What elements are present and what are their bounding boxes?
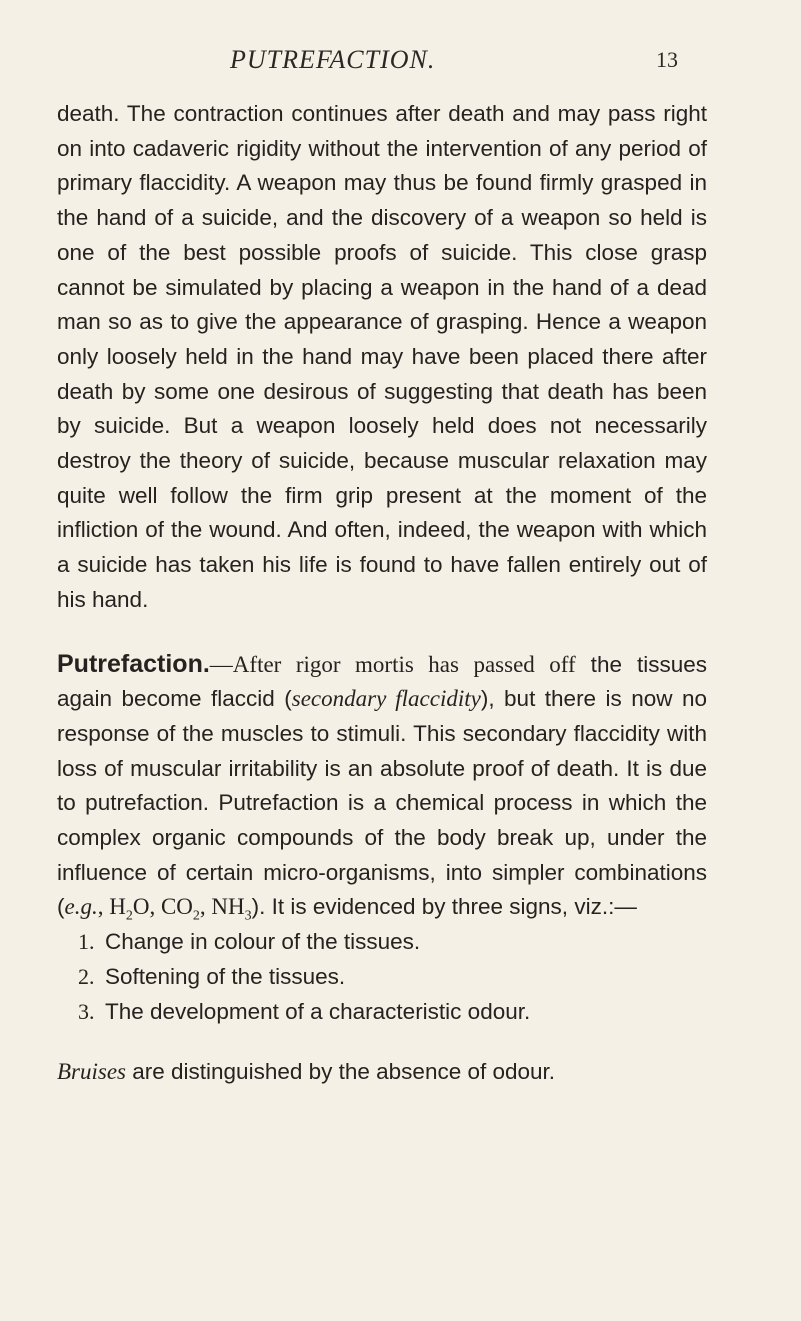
- paragraph-bruises-text: are distinguished by the absence of odour.: [126, 1059, 556, 1085]
- compound-carbon-dioxide: [160, 894, 200, 925]
- running-title: PUTREFACTION.: [230, 45, 436, 74]
- compound-water: [109, 894, 150, 925]
- compound-co: CO: [160, 894, 193, 920]
- list-item-text: Change in colour of the tissues.: [105, 929, 421, 955]
- list-item-number: 2.: [78, 963, 95, 989]
- putrefaction-text-a: the tissues again become flaccid (: [57, 651, 707, 712]
- compound-separator: ,: [149, 894, 161, 920]
- serif-phrase-rigor-mortis: After rigor mortis has passed off: [232, 651, 576, 677]
- list-item-text: The development of a characteristic odour.: [105, 998, 531, 1024]
- italic-eg: e.g.: [64, 894, 98, 920]
- putrefaction-text-b: ), but there is now no response of the muscles to stimuli. This secondary flaccidity with loss of muscular irritability is an absolute proof of death. It is due to putrefaction. Putrefaction is a chemical process in which the complex organic compounds of the body break up, under the influence of certain micro-organisms, into simpler combinations (: [57, 686, 708, 920]
- page-number: 13: [656, 47, 678, 72]
- body-text: [57, 97, 707, 1090]
- compound-separator: ,: [97, 894, 110, 920]
- compound-water-sub: 2: [125, 909, 133, 925]
- running-head: [0, 45, 801, 85]
- signs-list: [57, 925, 707, 1029]
- paragraph-bruises: [57, 1055, 707, 1090]
- compound-water-o: O: [132, 894, 150, 920]
- italic-term-secondary-flaccidity: secondary flaccidity: [291, 686, 481, 712]
- list-item-number: 1.: [78, 929, 95, 955]
- italic-term-bruises: Bruises: [57, 1059, 126, 1085]
- compound-separator: ,: [199, 894, 212, 920]
- compound-water-h: H: [109, 894, 126, 920]
- section-heading-putrefaction: Putrefaction.: [57, 649, 210, 678]
- list-item: [78, 995, 707, 1030]
- paragraph-rigidity-text: death. The contraction continues after death and may pass right on into cadaveric rigidity without the intervention of any period of primary flaccidity. A weapon may thus be found firmly grasped in the hand of a suicide, and the discovery of a weapon so held is one of the best possible proofs of suicide. This close grasp cannot be simulated by placing a weapon in the hand of a dead man so as to give the appearance of grasping. Hence a weapon only loosely held in the hand may have been placed there after death by some one desirous of suggesting that death has been by suicide. But a weapon loosely held does not necessarily destroy the theory of suicide, because muscular relaxation may quite well follow the firm grip present at the moment of the infliction of the wound. And often, indeed, the weapon with which a suicide has taken his life is found to have fallen entirely out of his hand.: [57, 101, 707, 612]
- paragraph-putrefaction: [57, 647, 707, 926]
- list-item: [78, 925, 707, 960]
- compound-nh: NH: [211, 894, 245, 920]
- compound-ammonia: [211, 894, 252, 925]
- list-item-number: 3.: [78, 998, 95, 1024]
- list-item-text: Softening of the tissues.: [105, 963, 346, 989]
- list-item: [78, 960, 707, 995]
- compound-co-sub: 2: [192, 909, 200, 925]
- putrefaction-text-c: ). It is evidenced by three signs, viz.:—: [251, 894, 637, 920]
- paragraph-rigidity: [57, 97, 707, 618]
- compound-nh-sub: 3: [244, 909, 252, 925]
- heading-dash: —: [209, 651, 233, 677]
